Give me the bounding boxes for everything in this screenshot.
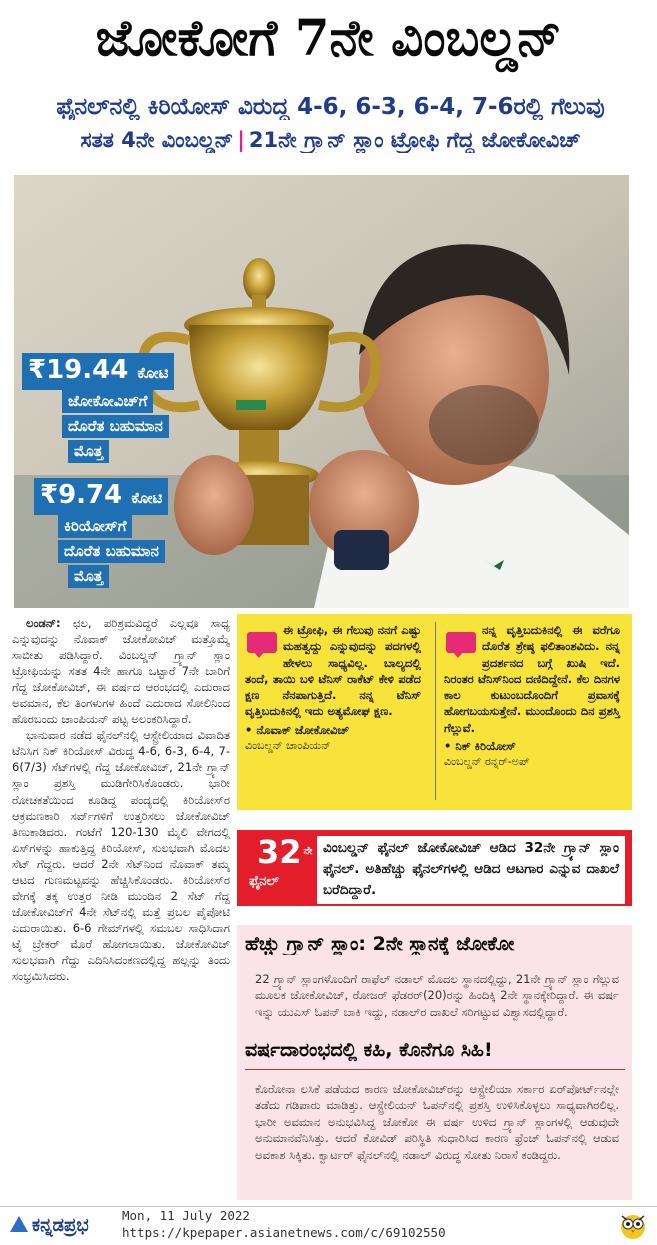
- speech-bubble-icon: [444, 632, 478, 658]
- prize2-amount: ₹9.74: [40, 480, 123, 510]
- story-paragraph-1: [12, 615, 230, 727]
- sidebar-box: [237, 925, 632, 1200]
- subheadline-2b: 21ನೇ ಗ್ರ್ಯಾನ್ ಸ್ಲಾಂ ಟ್ರೋಫಿ ಗೆದ್ದ ಜೋಕೋವಿಚ್: [248, 128, 581, 152]
- quote-djokovic-name: • ನೊವಾಕ್ ಜೋಕೋವಿಚ್: [245, 722, 350, 737]
- quote-kyrgios-text: ನನ್ನ ವೃತ್ತಿಬದುಕಿನಲ್ಲಿ ಈ ವರೆಗೂ ದೊರೆತ ಶ್ರೇಷ್ಠ ಫಲಿತಾಂಶವಿದು. ನನ್ನ ಪ್ರದರ್ಶನದ ಬಗ್ಗೆ ಖುಷಿ ಇದೆ. ನಿರಂತರ ಟೆನಿಸ್‌ನಿಂದ ದಣಿದಿದ್ದೇನೆ. ಕೆಲ ದಿನಗಳ ಕಾಲ ಕುಟುಂಬದೊಂದಿಗೆ ಪ್ರವಾಸಕ್ಕೆ ಹೋಗಬಯಸುತ್ತೇನೆ. ಮುಂದೊಂದು ದಿನ ಪ್ರಶಸ್ತಿ ಗೆಲ್ಲುವೆ.: [444, 623, 620, 735]
- sidebar-rule: [245, 1069, 625, 1070]
- owl-mascot-icon: [618, 1210, 648, 1240]
- finals-record-box: [237, 830, 632, 906]
- edition-date: Mon, 11 July 2022: [122, 1208, 250, 1223]
- story-p1-text: ಛಲ, ಪರಿಶ್ರಮವಿದ್ದರೆ ಎಲ್ಲವೂ ಸಾಧ್ಯ ಎನ್ನುವುದನ್ನು ನೊವಾಕ್ ಜೋಕೋವಿಚ್ ಮತ್ತೊಮ್ಮೆ ಸಾಬೀತು ಪಡಿಸಿದ್ದಾರೆ. ವಿಂಬಲ್ಡನ್ ಗ್ರ್ಯಾನ್ ಸ್ಲಾಂ ಟ್ರೋಫಿಯನ್ನು ಸತತ 4ನೇ ಹಾಗೂ ಒಟ್ಟಾರೆ 7ನೇ ಬಾರಿಗೆ ಗೆದ್ದ ಜೋಕೋವಿಚ್, ಈ ವರ್ಷದ ಆರಂಭದಲ್ಲಿ ಎದುರಾದ ಅವಮಾನ, ಕೆಲ ತಿಂಗಳುಗಳ ಹಿಂದೆ ಎದುರಾದ ಸೋಲಿನಿಂದ ಹೊರಬಂದು ಚಾಂಪಿಯನ್ ಪಟ್ಟ ಅಲಂಕರಿಸಿದ್ದಾರೆ.: [12, 616, 230, 727]
- quote-djokovic: [239, 614, 427, 810]
- prize2-unit: ಕೋಟಿ: [131, 489, 163, 507]
- prize2-line3: ಮೊತ್ತ: [68, 565, 109, 588]
- quote-kyrgios: [438, 614, 626, 810]
- quote-djokovic-role: ವಿಂಬಲ್ಡನ್ ಚಾಂಪಿಯನ್: [245, 739, 331, 753]
- finals-label: ಫೈನಲ್: [249, 874, 280, 889]
- finals-number: 32: [257, 833, 302, 871]
- prize1-line3: ಮೊತ್ತ: [68, 440, 109, 463]
- subheadline-2a: ಸತತ 4ನೇ ವಿಂಬಲ್ಡನ್: [80, 128, 234, 152]
- sidebar-heading-1: ಹೆಚ್ಚು ಗ್ರ್ಯಾನ್ ಸ್ಲಾಂ: 2ನೇ ಸ್ಥಾನಕ್ಕೆ ಜೋಕೋ: [245, 933, 515, 955]
- epaper-url[interactable]: https://kpepaper.asianetnews.com/c/69102550: [122, 1225, 446, 1240]
- prize1-line1: ಜೋಕೋವಿಚ್‌ಗೆ: [62, 390, 153, 413]
- brand-logo: [10, 1215, 89, 1236]
- story-paragraph-2: ಭಾನುವಾರ ನಡೆದ ಫೈನಲ್‌ನಲ್ಲಿ ಆಸ್ಟ್ರೇಲಿಯಾದ ವಿವಾದಿತ ಟೆನಿಸಿಗ ನಿಕ್ ಕಿರಿಯೋಸ್ ವಿರುದ್ಧ 4-6, 6-3, 6-4, 7-6(7/3) ಸೆಟ್‌ಗಳಲ್ಲಿ ಗೆದ್ದ ಜೋಕೋವಿಚ್, 21ನೇ ಗ್ರ್ಯಾನ್ ಸ್ಲಾಂ ಪ್ರಶಸ್ತಿ ಮುಡಿಗೇರಿಸಿಕೊಂಡರು. ಭಾರೀ ರೋಚಕತೆಯಿಂದ ಕೂಡಿದ್ದ ಪಂದ್ಯದಲ್ಲಿ ಕಿರಿಯೋಸ್‌ರ ಆಕ್ರಮಣಕಾರಿ ಸರ್ವ್‌ಗಳಿಗೆ ಉತ್ತರಿಸಲು ಜೋಕೋವಿಚ್ ತಿಣುಕಾಡಿದರು. ಗಂಟೆಗೆ 120-130 ಮೈಲಿ ವೇಗದಲ್ಲಿ ಏಸ್‌ಗಳನ್ನು ಹಾಕುತ್ತಿದ್ದ ಕಿರಿಯೋಸ್, ಸುಲಭವಾಗಿ ಮೊದಲ ಸೆಟ್ ಗೆದ್ದರು. ಆದರೆ 2ನೇ ಸೆಟ್‌ನಿಂದ ನೊವಾಕ್ ತಮ್ಮ ಆಟದ ಗುಣಮಟ್ಟವನ್ನು ಹೆಚ್ಚಿಸಿಕೊಂಡರು. ಕಿರಿಯೋಸ್‌ರ ವೇಗಕ್ಕೆ ತಕ್ಕ ಉತ್ತರ ನೀಡಿ ಮುಂದಿನ 2 ಸೆಟ್ ಗೆದ್ದ ಜೋಕೋವಿಚ್‌ಗೆ 4ನೇ ಸೆಟ್‌ನಲ್ಲಿ ಮತ್ತೆ ಪ್ರಬಲ ಪೈಪೋಟಿ ಎದುರಾಯಿತು. 6-6 ಗೇಮ್‌ಗಳಲ್ಲಿ ಸಮಬಲ ಸಾಧಿಸಿದಾಗ ಟೈ ಬ್ರೇಕರ್ ಮೊರೆ ಹೋಗಲಾಯಿತು. ಜೋಕೋವಿಚ್ ಸುಲಭವಾಗಿ ಗೆದ್ದು ಎದಿನಿಸಿದಂಕಣದಲ್ಲಿದ್ದ ಹಲ್ಲನ್ನು ತಿಂದು ಸಂಭ್ರಮಿಸಿದರು.: [12, 728, 230, 984]
- headline: ಜೋಕೋಗೆ 7ನೇ ವಿಂಬಲ್ಡನ್: [95, 8, 562, 67]
- finals-text: ವಿಂಬಲ್ಡನ್ ಫೈನಲ್ ಜೋಕೋವಿಚ್ ಆಡಿದ 32ನೇ ಗ್ರ್ಯಾನ್ ಸ್ಲಾಂ ಫೈನಲ್. ಅತಿಹೆಚ್ಚು ಫೈನಲ್‌ಗಳಲ್ಲಿ ಆಡಿದ ಆಟಗಾರ ಎನ್ನುವ ದಾಖಲೆ ಬರೆದಿದ್ದಾರೆ.: [317, 836, 625, 904]
- sidebar-paragraph-1: 22 ಗ್ರ್ಯಾನ್ ಸ್ಲಾಂಗಳೊಂದಿಗೆ ರಾಫೆಲ್ ನಡಾಲ್ ಮೊದಲ ಸ್ಥಾನದಲ್ಲಿದ್ದು, 21ನೇ ಗ್ರ್ಯಾನ್ ಸ್ಲಾಂ ಗೆಲ್ಲುವ ಮೂಲಕ ಜೋಕೋವಿಚ್, ರೋಜರ್ ಫೆಡರರ್(20)ರನ್ನು ಹಿಂದಿಕ್ಕಿ 2ನೇ ಸ್ಥಾನಕ್ಕೇರಿದ್ದಾರೆ. ಈ ವರ್ಷ ಇನ್ನು ಯುಎಸ್ ಓಪನ್ ಬಾಕಿ ಇದ್ದು, ನಡಾಲ್‌ರ ದಾಖಲೆ ಸರಿಗಟ್ಟುವ ವಿಶ್ವಾಸದಲ್ಲಿದ್ದಾರೆ.: [255, 972, 619, 1019]
- quote-djokovic-text: ಈ ಟ್ರೋಫಿ, ಈ ಗೆಲುವು ನನಗೆ ಎಷ್ಟು ಮಹತ್ವದ್ದು ಎನ್ನುವುದನ್ನು ಪದಗಳಲ್ಲಿ ಹೇಳಲು ಸಾಧ್ಯವಿಲ್ಲ. ಬಾಲ್ಯದಲ್ಲಿ ತಂದೆ, ತಾಯಿ ಬಳಿ ಟೆನಿಸ್ ರಾಕೆಟ್ ಕೇಳಿ ಪಡೆದ ಕ್ಷಣ ನೆನಪಾಗುತ್ತಿದೆ. ನನ್ನ ಟೆನಿಸ್ ವೃತ್ತಿಬದುಕಿನಲ್ಲಿ ಇದು ಅತ್ಯಮೋಘ ಕ್ಷಣ.: [245, 623, 421, 719]
- prize1-amount: ₹19.44: [28, 355, 129, 385]
- subheadline-2: [8, 128, 653, 153]
- prize2-line2: ದೊರೆತ ಬಹುಮಾನ: [58, 540, 165, 563]
- quote-kyrgios-role: ವಿಂಬಲ್ಡನ್ ರನ್ನರ್-ಅಪ್: [444, 755, 530, 769]
- separator-bar: |: [237, 128, 245, 152]
- subheadline-1: ಫೈನಲ್‌ನಲ್ಲಿ ಕಿರಿಯೋಸ್ ವಿರುದ್ಧ 4-6, 6-3, 6-4, 7-6ರಲ್ಲಿ ಗೆಲುವು: [56, 94, 605, 120]
- prize1-amount-tag: [22, 353, 174, 390]
- prize1-unit: ಕೋಟಿ: [137, 364, 169, 382]
- brand-name: ಕನ್ನಡಪ್ರಭ: [32, 1215, 89, 1236]
- prize2-amount-tag: [34, 478, 168, 515]
- quote-divider: [435, 622, 436, 800]
- speech-bubble-icon: [245, 632, 279, 658]
- sidebar-heading-2: ವರ್ಷದಾರಂಭದಲ್ಲಿ ಕಹಿ, ಕೊನೆಗೂ ಸಿಹಿ!: [245, 1039, 493, 1061]
- finals-count: [257, 834, 312, 870]
- djokovic-trophy-photo: [14, 175, 629, 608]
- prize1-line2: ದೊರೆತ ಬಹುಮಾನ: [62, 415, 169, 438]
- main-story-column: [12, 615, 230, 1195]
- dateline: ಲಂಡನ್:: [26, 616, 61, 630]
- sidebar-paragraph-2: ಕೊರೋನಾ ಲಸಿಕೆ ಪಡೆಯದ ಕಾರಣ ಜೋಕೋವಿಚ್‌ರನ್ನು ಆಸ್ಟ್ರೇಲಿಯಾ ಸರ್ಕಾರ ಏರ್‌ಪೋರ್ಟ್‌ನಲ್ಲೇ ತಡೆದು ಗಡಿಪಾರು ಮಾಡಿತ್ತು. ಆಸ್ಟ್ರೇಲಿಯನ್ ಓಪನ್‌ನಲ್ಲಿ ಪ್ರಶಸ್ತಿ ಉಳಿಸಿಕೊಳ್ಳಲು ಸಾಧ್ಯವಾಗಿರಲಿಲ್ಲ. ಭಾರೀ ಅವಮಾನ ಅನುಭವಿಸಿದ್ದ ಜೋಕೋ ಈ ವರ್ಷ ಉಳಿದ ಗ್ರ್ಯಾನ್ ಸ್ಲಾಂಗಳಲ್ಲಿ ಆಡುವುದೇ ಅನುಮಾನವೆನಿಸಿತ್ತು. ಆದರೆ ಕೋವಿಡ್ ಪರಿಸ್ಥಿತಿ ಸುಧಾರಿಸಿದ ಕಾರಣ ಫ್ರೆಂಚ್ ಓಪನ್‌ನಲ್ಲಿ ಆಡುವ ಅವಕಾಶ ಸಿಕ್ಕಿತು. ಕ್ವಾರ್ಟರ್ ಫೈನಲ್‌ನಲ್ಲಿ ನಡಾಲ್ ವಿರುದ್ಧ ಸೋತು ನಿರಾಸೆ ಕಂಡಿದ್ದರು.: [255, 1082, 619, 1162]
- finals-suffix: ನೇ: [303, 846, 313, 857]
- quote-kyrgios-name: • ನಿಕ್ ಕಿರಿಯೋಸ್: [444, 739, 516, 754]
- logo-triangle-icon: [10, 1216, 28, 1232]
- footer-meta: [122, 1207, 446, 1241]
- prize2-line1: ಕಿರಿಯೋಸ್‌ಗೆ: [58, 515, 132, 538]
